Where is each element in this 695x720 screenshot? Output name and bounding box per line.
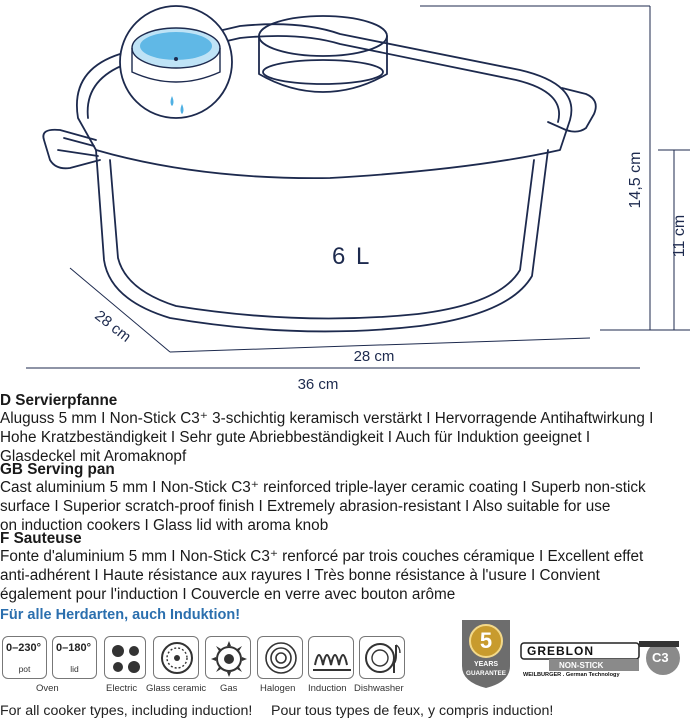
- dim-height-total: 14,5 cm: [627, 151, 644, 209]
- section-line: Cast aluminium 5 mm I Non-Stick C3⁺ reinforced triple-layer ceramic coating I Superb non-stick: [0, 479, 646, 496]
- oven-pot-temp: 0–230°: [6, 642, 41, 654]
- greblon-brand: GREBLON: [527, 644, 594, 658]
- induction-icon: [308, 636, 354, 679]
- section-line: également pour l'induction I Couvercle en verre avec bouton arôme: [0, 586, 456, 603]
- electric-label: Electric: [106, 683, 138, 694]
- footer-en: For all cooker types, including induction!: [0, 703, 253, 719]
- left-handle: [43, 130, 100, 169]
- section-line: anti-adhérent I Haute résistance aux rayures I Très bonne résistance à l'usure I Convient: [0, 567, 600, 584]
- guarantee-badge: [458, 616, 514, 690]
- aroma-detail-zoom: [120, 6, 232, 118]
- section-heading-de: D Servierpfanne: [0, 392, 118, 409]
- guarantee-line2: GUARANTEE: [466, 670, 506, 677]
- section-line: Hohe Kratzbeständigkeit I Sehr gute Abriebbeständigkeit I Auch für Induktion geeignet I: [0, 429, 591, 446]
- cooker-slogan-de: Für alle Herdarten, auch Induktion!: [0, 607, 241, 623]
- gas-icon: [205, 636, 251, 679]
- gas-label: Gas: [220, 683, 238, 694]
- glass-ceramic-label: Glass ceramic: [146, 683, 207, 694]
- greblon-maker: WEILBURGER . German Technology: [523, 672, 620, 678]
- footer-fr: Pour tous types de feux, y compris induction!: [271, 703, 554, 719]
- dim-height-body: 11 cm: [671, 214, 688, 258]
- oven-lid-icon: [52, 636, 97, 679]
- oven-pot-sub: pot: [18, 664, 31, 674]
- dishwasher-label: Dishwasher: [354, 683, 404, 694]
- dishwasher-icon: [359, 636, 405, 679]
- halogen-label: Halogen: [260, 683, 296, 694]
- section-line: Fonte d'aluminium 5 mm I Non-Stick C3⁺ renforcé par trois couches céramique I Excellent effet: [0, 548, 644, 565]
- electric-icon: [104, 636, 146, 679]
- oven-pot-icon: [2, 636, 47, 679]
- guarantee-line1: YEARS: [473, 661, 499, 668]
- greblon-sub: NON-STICK: [559, 661, 604, 670]
- section-line: Glasdeckel mit Aromaknopf: [0, 448, 187, 465]
- oven-label: Oven: [36, 683, 59, 694]
- section-line: on induction cookers I Glass lid with aroma knob: [0, 517, 329, 534]
- section-line: Aluguss 5 mm I Non-Stick C3⁺ 3-schichtig keramisch verstärkt I Hervorragende Antihaftwirkung I: [0, 410, 654, 427]
- guarantee-years: 5: [479, 628, 493, 653]
- dim-width: 28 cm: [353, 348, 395, 365]
- section-line: surface I Superior scratch-proof finish I Extremely abrasion-resistant I Also suitable for use: [0, 498, 611, 515]
- oven-lid-sub: lid: [70, 664, 79, 674]
- capacity-label: 6 L: [332, 243, 372, 270]
- halogen-icon: [257, 636, 303, 679]
- greblon-logo: [519, 637, 685, 679]
- section-heading-f: F Sauteuse: [0, 530, 82, 547]
- glass-ceramic-icon: [153, 636, 199, 679]
- section-heading-gb: GB Serving pan: [0, 461, 115, 478]
- dim-total-width: 36 cm: [297, 376, 339, 392]
- induction-label: Induction: [308, 683, 347, 694]
- dim-depth: 28 cm: [91, 307, 135, 346]
- greblon-grade: C3: [652, 650, 669, 665]
- oven-lid-temp: 0–180°: [56, 642, 91, 654]
